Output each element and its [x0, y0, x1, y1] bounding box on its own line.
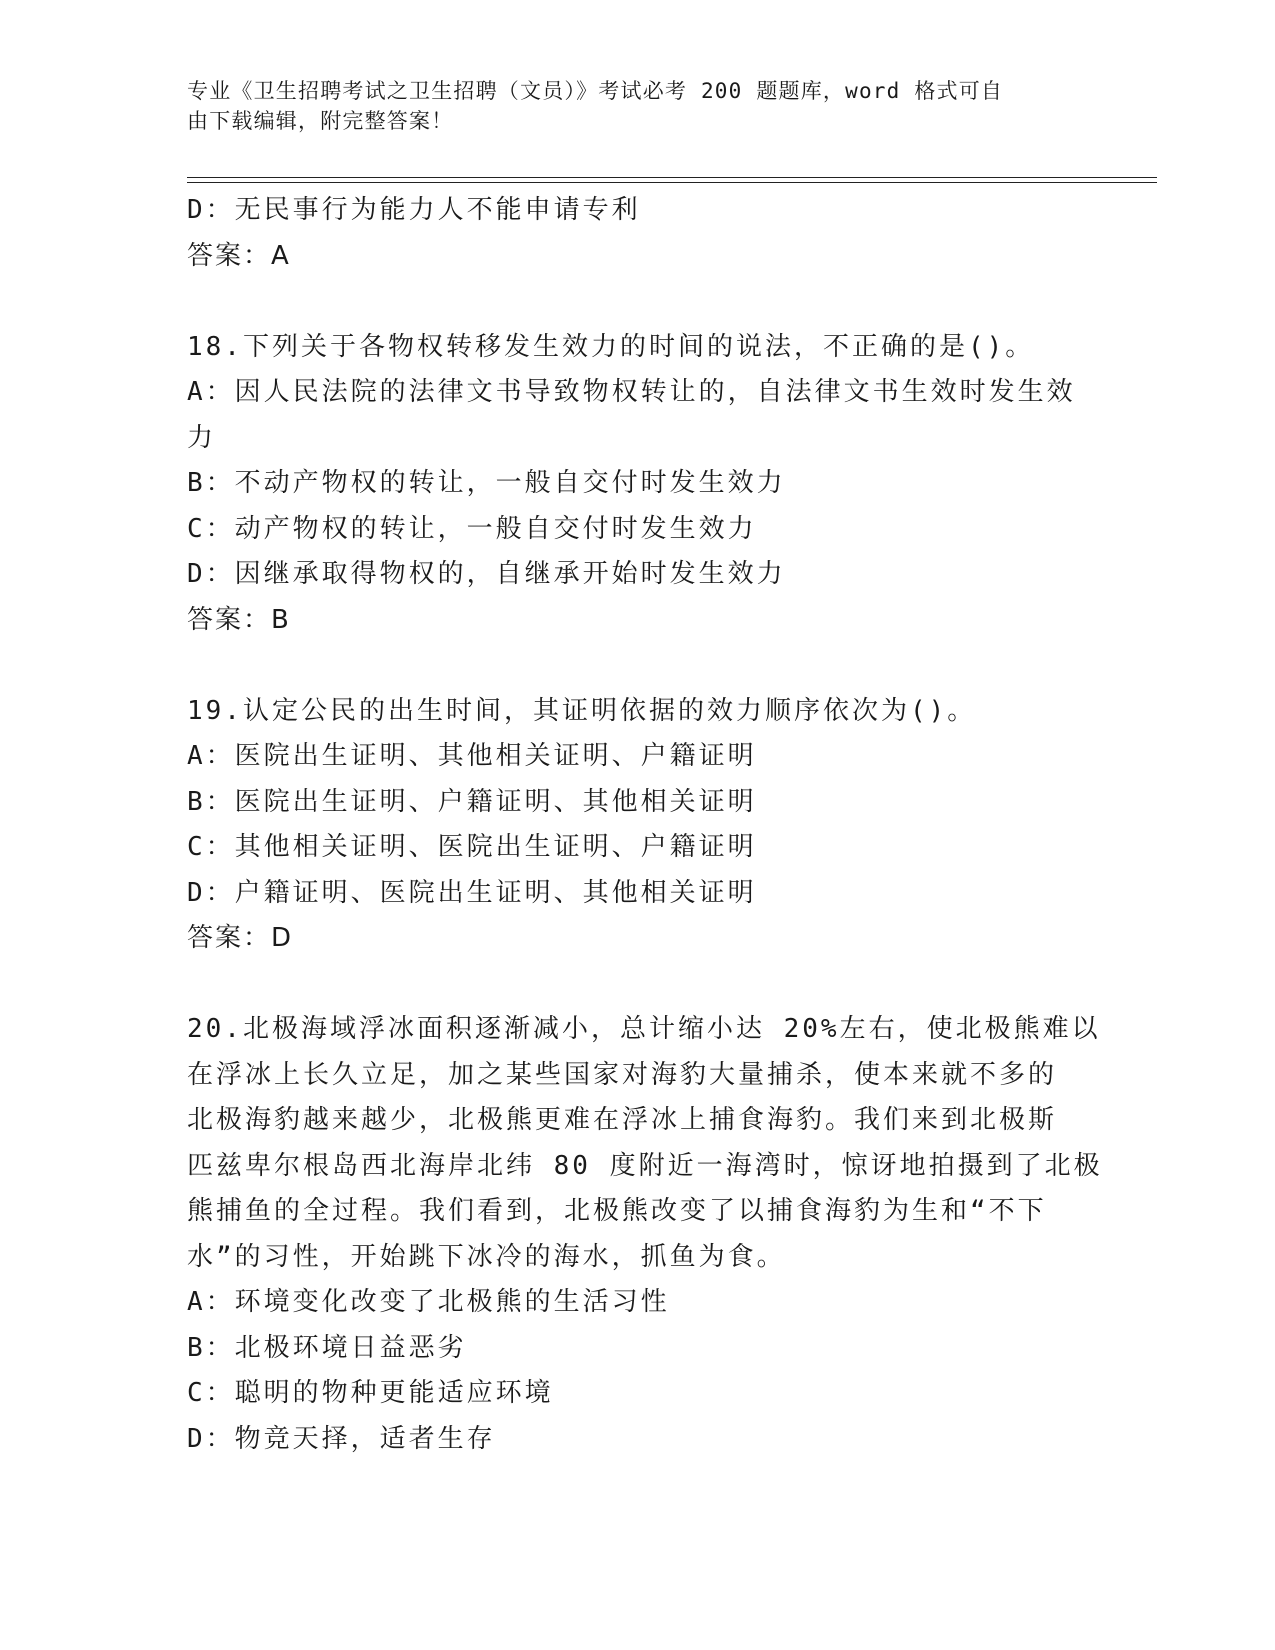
- option-d: D：物竞天择，适者生存: [187, 1423, 496, 1454]
- option-c: C：聪明的物种更能适应环境: [187, 1378, 554, 1408]
- header-divider-bottom: [187, 182, 1157, 183]
- question-stem: 19.认定公民的出生时间，其证明依据的效力顺序依次为()。: [187, 695, 977, 726]
- answer: 答案：A: [187, 240, 291, 271]
- question-stem-line-4: 匹兹卑尔根岛西北海岸北纬 80 度附近一海湾时，惊讶地拍摄到了北极: [187, 1150, 1103, 1181]
- option-a: A：因人民法院的法律文书导致物权转让的，自法律文书生效时发生效: [187, 377, 1076, 407]
- header-divider-top: [187, 177, 1157, 178]
- question-stem-line-3: 北极海豹越来越少，北极熊更难在浮冰上捕食海豹。我们来到北极斯: [187, 1105, 1058, 1135]
- option-a-continued: 力: [187, 422, 217, 453]
- previous-question-tail: [187, 188, 1087, 279]
- option-a: A：环境变化改变了北极熊的生活习性: [187, 1287, 670, 1317]
- option-b: B：医院出生证明、户籍证明、其他相关证明: [187, 786, 757, 817]
- header-line-2: 由下载编辑，附完整答案！: [187, 109, 454, 133]
- option-c: C：其他相关证明、医院出生证明、户籍证明: [187, 832, 757, 862]
- option-b: B：北极环境日益恶劣: [187, 1332, 467, 1363]
- option-d: D：因继承取得物权的，自继承开始时发生效力: [187, 559, 786, 589]
- question-19: [187, 689, 1087, 962]
- option-c: C：动产物权的转让，一般自交付时发生效力: [187, 513, 757, 544]
- spacer: [187, 643, 1087, 689]
- option-d: D：户籍证明、医院出生证明、其他相关证明: [187, 877, 757, 908]
- answer: 答案：D: [187, 923, 294, 953]
- question-stem-line-1: 20.北极海域浮冰面积逐渐减小，总计缩小达 20%左右，使北极熊难以: [187, 1014, 1101, 1044]
- spacer: [187, 962, 1087, 1008]
- document-header: [187, 76, 1067, 136]
- question-stem-line-5: 熊捕鱼的全过程。我们看到，北极熊改变了以捕食海豹为生和“不下: [187, 1196, 1047, 1226]
- question-18: [187, 325, 1087, 644]
- option-d: D：无民事行为能力人不能申请专利: [187, 195, 641, 225]
- option-b: B：不动产物权的转让，一般自交付时发生效力: [187, 468, 786, 498]
- answer: 答案：B: [187, 604, 291, 635]
- question-stem-line-2: 在浮冰上长久立足，加之某些国家对海豹大量捕杀，使本来就不多的: [187, 1059, 1058, 1090]
- question-stem: 18.下列关于各物权转移发生效力的时间的说法，不正确的是()。: [187, 331, 1035, 362]
- spacer: [187, 279, 1087, 325]
- question-20: [187, 1007, 1103, 1462]
- question-list: [187, 188, 1103, 1462]
- question-stem-line-6: 水”的习性，开始跳下冰冷的海水，抓鱼为食。: [187, 1241, 786, 1272]
- option-a: A：医院出生证明、其他相关证明、户籍证明: [187, 741, 757, 771]
- header-line-1: 专业《卫生招聘考试之卫生招聘（文员）》考试必考 200 题题库，word 格式可自: [187, 79, 1004, 103]
